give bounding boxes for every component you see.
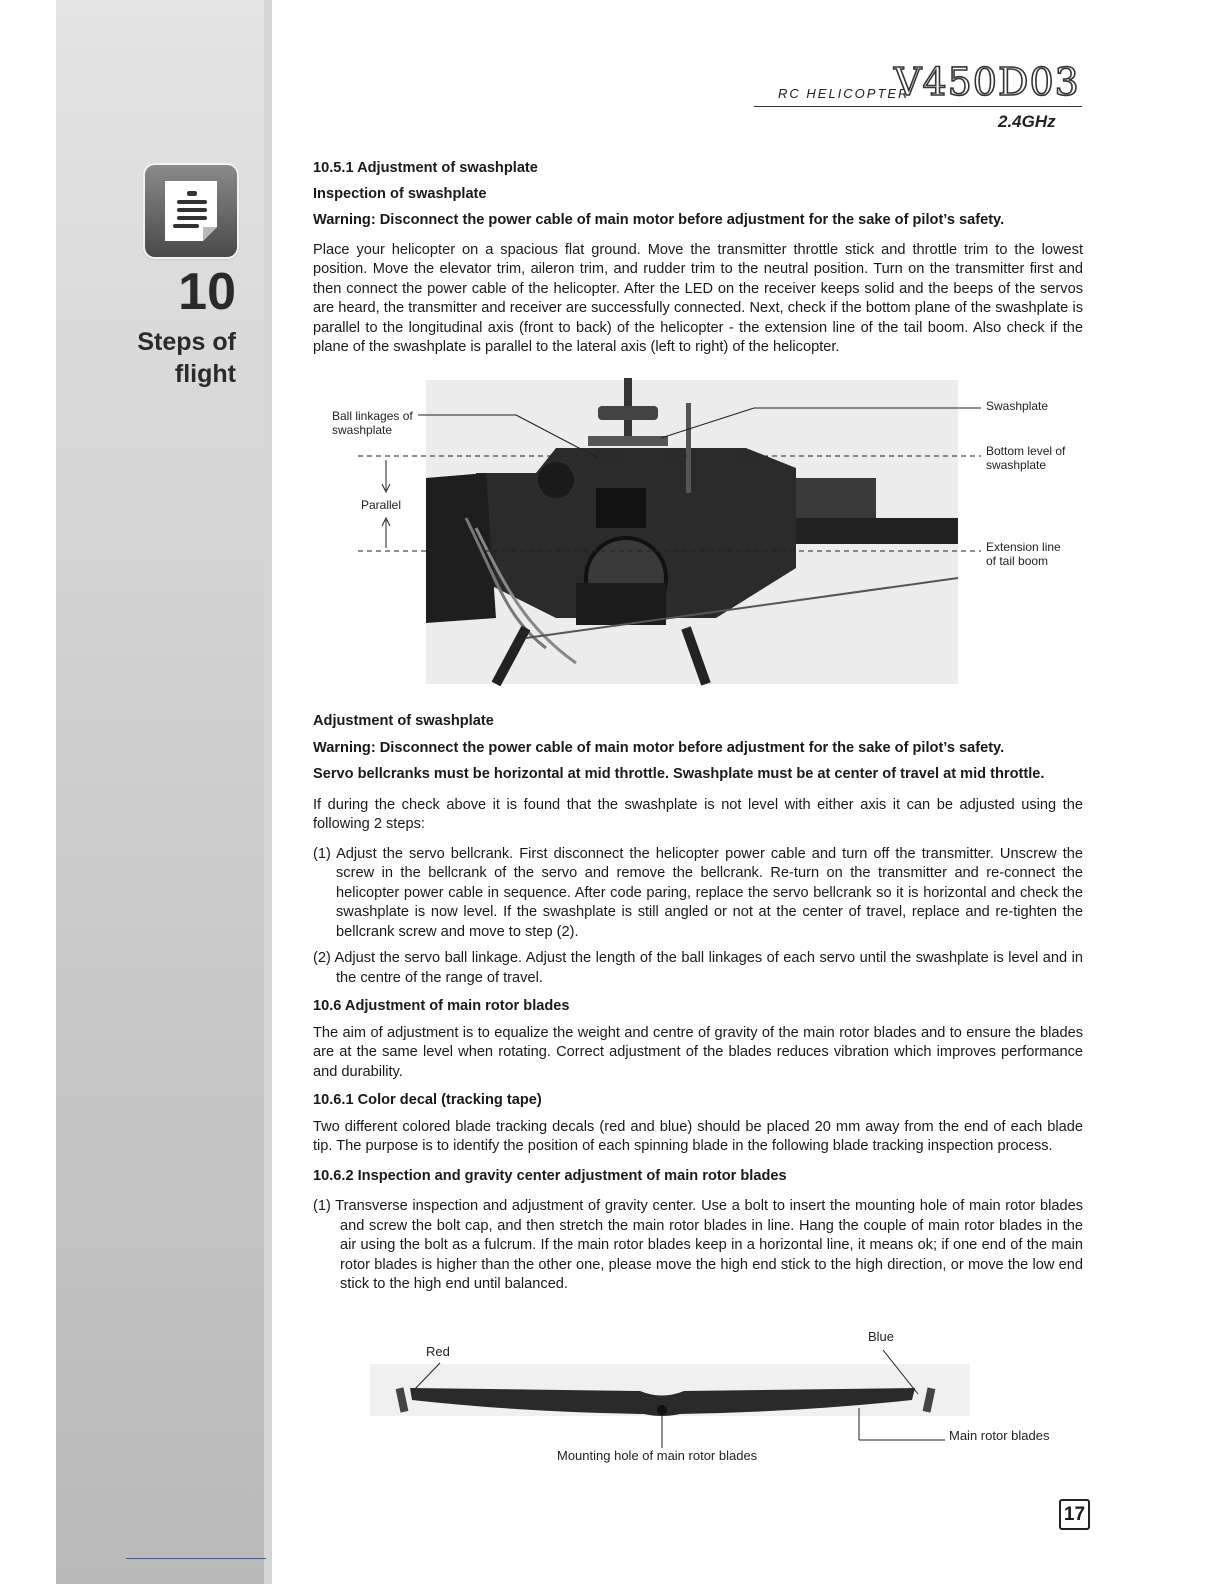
paragraph: The aim of adjustment is to equalize the weight and centre of gravity of the main rotor blades and to ensure the blades are at the same level when rotating. Correct adjustment of the blades reduces vibration which improves performance and durability. <box>313 1024 1083 1080</box>
section-heading: 10.6 Adjustment of main rotor blades <box>313 998 570 1014</box>
section-heading: Adjustment of swashplate <box>313 713 494 729</box>
helicopter-photo <box>326 378 1086 686</box>
section-1051 <box>313 159 1083 358</box>
chapter-title-line: Steps of <box>137 328 236 356</box>
label-parallel: Parallel <box>361 498 402 512</box>
header-frequency: 2.4GHz <box>998 112 1056 131</box>
paragraph: Two different colored blade tracking decals (red and blue) should be placed 20 mm away from the end of each blade tip. The purpose is to identify the position of each spinning blade in the following blade tracking inspection process. <box>313 1118 1083 1154</box>
label-line: Bottom level of <box>986 444 1066 458</box>
header-rule <box>754 106 1082 107</box>
list-item: (2) Adjust the servo ball linkage. Adjust the length of the ball linkages of each servo until the swashplate is level and in the centre of the range of travel. <box>313 950 1083 986</box>
label-line: swashplate <box>332 423 393 437</box>
label-blue: Blue <box>868 1329 895 1344</box>
paragraph: If during the check above it is found that the swashplate is not level with either axis it can be adjusted using the following 2 steps: <box>313 796 1083 832</box>
label-line: of tail boom <box>986 554 1049 568</box>
warning-text: Warning: Disconnect the power cable of main motor before adjustment for the sake of pilot’s safety. <box>313 739 1005 756</box>
label-bottom-level <box>986 444 1065 472</box>
helicopter-swashplate-figure <box>326 378 1086 686</box>
label-red: Red <box>426 1344 450 1359</box>
label-extension-line <box>986 540 1061 568</box>
warning-text: Servo bellcranks must be horizontal at mid throttle. Swashplate must be at center of travel at mid throttle. <box>313 766 1045 782</box>
section-heading: 10.6.1 Color decal (tracking tape) <box>313 1092 542 1108</box>
rotor-blades-photo <box>340 1328 1080 1468</box>
warning-text: Warning: Disconnect the power cable of main motor before adjustment for the sake of pilot’s safety. <box>313 212 1005 228</box>
label-swashplate: Swashplate <box>986 399 1049 413</box>
header-model-logo: V450D03 <box>894 60 1080 104</box>
sidebar-edge <box>264 0 272 1584</box>
chapter-title <box>56 326 236 390</box>
document-icon <box>145 165 237 257</box>
list-item: (1) Transverse inspection and adjustment of gravity center. Use a bolt to insert the mounting hole of main rotor blades and screw the bolt cap, and then stretch the main rotor blades in line. Hang the couple of main rotor blades in the air using the bolt as a fulcrum. If the main rotor blades keep in a horizontal line, it means ok; if one end of the main rotor blades is higher than the other one, please move the high end stick to the high direction, or move the low end stick to the high end until balanced. <box>313 1198 1083 1292</box>
label-ball-linkages <box>332 409 413 437</box>
section-subheading: Inspection of swashplate <box>313 185 487 202</box>
label-line: Extension line <box>986 540 1061 554</box>
page-number: 17 <box>1059 1499 1090 1530</box>
list-item: (1) Adjust the servo bellcrank. First disconnect the helicopter power cable and turn off the transmitter. Unscrew the screw in the bellcrank of the servo and remove the bellcrank. Re-turn on the transmitter and re-connect the helicopter power cable in sequence. After code paring, replace the servo bellcrank so it is horizontal and check the swashplate is now level. If the swashplate is still angled or not at the center of travel, replace and re-tighten the bellcrank screw and move to step (2). <box>313 845 1083 940</box>
footer-link-line <box>126 1558 266 1559</box>
label-line: swashplate <box>986 458 1047 472</box>
rotor-blades-figure <box>340 1328 1080 1468</box>
section-heading: 10.5.1 Adjustment of swashplate <box>313 160 538 176</box>
label-line: Ball linkages of <box>332 409 413 423</box>
header-rc-label: RC HELICOPTER <box>778 86 910 101</box>
section-heading: 10.6.2 Inspection and gravity center adjustment of main rotor blades <box>313 1167 787 1184</box>
chapter-number: 10 <box>178 263 236 321</box>
section-adjustment <box>313 712 1083 1295</box>
chapter-title-line: flight <box>174 360 236 388</box>
label-main-rotor-blades: Main rotor blades <box>949 1428 1050 1443</box>
label-mounting-hole: Mounting hole of main rotor blades <box>557 1448 758 1463</box>
paragraph: Place your helicopter on a spacious flat ground. Move the transmitter throttle stick and throttle trim to the lowest position. Move the elevator trim, aileron trim, and rudder trim to the neutral position. Turn on the transmitter first and then connect the power cable of the helicopter. After the LED on the receiver keeps solid and the beeps of the servos are heard, the transmitter and receiver are successfully connected. Next, check if the bottom plane of the swashplate is parallel to the longitudinal axis (front to back) of the helicopter - the extension line of the tail boom. Also check if the plane of the swashplate is parallel to the lateral axis (left to right) of the helicopter. <box>313 241 1083 355</box>
